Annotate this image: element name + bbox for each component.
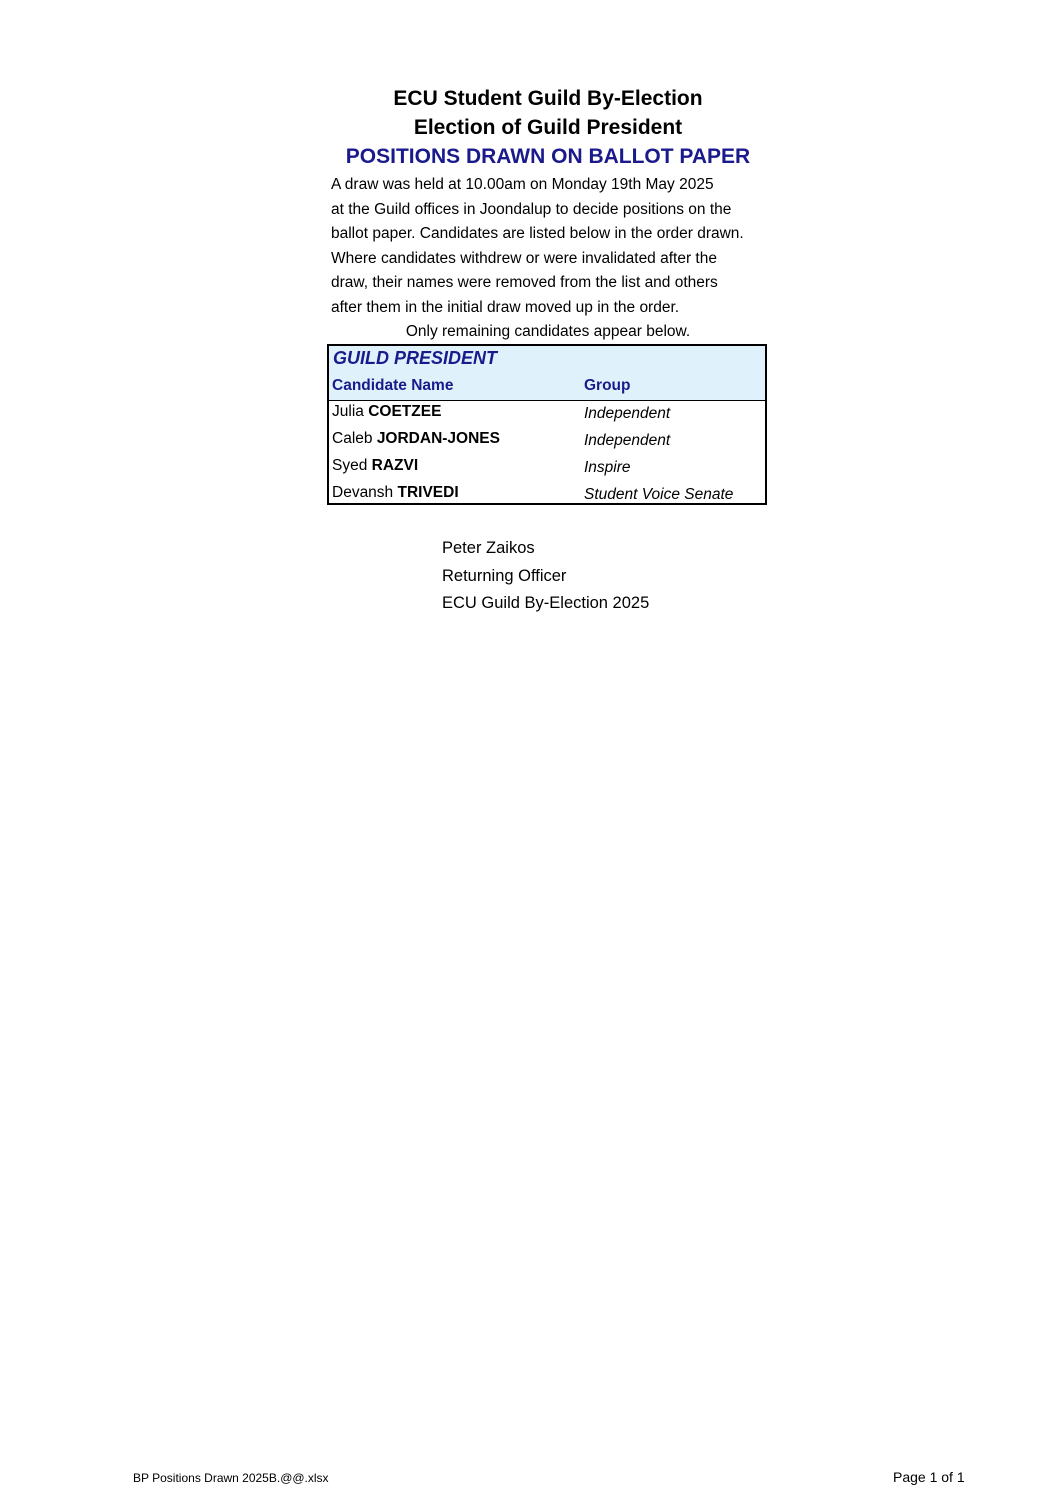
election-name: ECU Guild By-Election 2025 [442, 594, 650, 612]
signature-block [442, 535, 649, 618]
candidates-table [327, 344, 767, 505]
table-header [329, 346, 765, 401]
candidate-group: Student Voice Senate [584, 486, 734, 503]
column-header-group: Group [584, 377, 631, 394]
officer-role: Returning Officer [442, 566, 567, 585]
candidate-name [332, 430, 500, 448]
candidate-group: Independent [584, 432, 671, 449]
candidate-first-name: Syed [332, 457, 368, 474]
candidate-surname: TRIVEDI [397, 484, 459, 501]
table-row [329, 482, 765, 509]
column-header-candidate-name: Candidate Name [332, 377, 454, 394]
table-row [329, 401, 765, 428]
candidate-first-name: Julia [332, 403, 364, 420]
intro-line: Where candidates withdrew or were invalidated after the [331, 249, 717, 267]
intro-closing-line: Only remaining candidates appear below. [405, 323, 691, 340]
intro-line: draw, their names were removed from the list and others [331, 274, 718, 292]
intro-line: after them in the initial draw moved up in the order. [331, 298, 680, 316]
intro-line: A draw was held at 10.00am on Monday 19th May 2025 [331, 176, 714, 193]
document-subtitle: Election of Guild President [413, 116, 683, 139]
officer-name: Peter Zaikos [442, 539, 535, 557]
candidate-name [332, 403, 441, 421]
candidate-name [332, 457, 418, 475]
intro-line: at the Guild offices in Joondalup to decide positions on the [331, 200, 732, 218]
footer-filename: BP Positions Drawn 2025B.@@.xlsx [133, 1471, 329, 1485]
candidate-group: Inspire [584, 459, 631, 476]
table-row [329, 455, 765, 482]
candidate-surname: COETZEE [368, 403, 442, 420]
table-row [329, 428, 765, 455]
candidate-first-name: Devansh [332, 484, 394, 501]
footer-page-number: Page 1 of 1 [893, 1469, 965, 1485]
intro-line: ballot paper. Candidates are listed below in the order drawn. [331, 225, 744, 243]
candidate-name [332, 484, 459, 502]
candidate-surname: RAZVI [371, 457, 419, 474]
candidate-surname: JORDAN-JONES [376, 430, 500, 447]
section-title: GUILD PRESIDENT [333, 348, 498, 368]
document-heading: POSITIONS DRAWN ON BALLOT PAPER [345, 145, 751, 168]
intro-paragraph [331, 173, 791, 321]
candidate-group: Independent [584, 405, 671, 422]
candidate-first-name: Caleb [332, 430, 373, 447]
document-title: ECU Student Guild By-Election [393, 87, 703, 110]
